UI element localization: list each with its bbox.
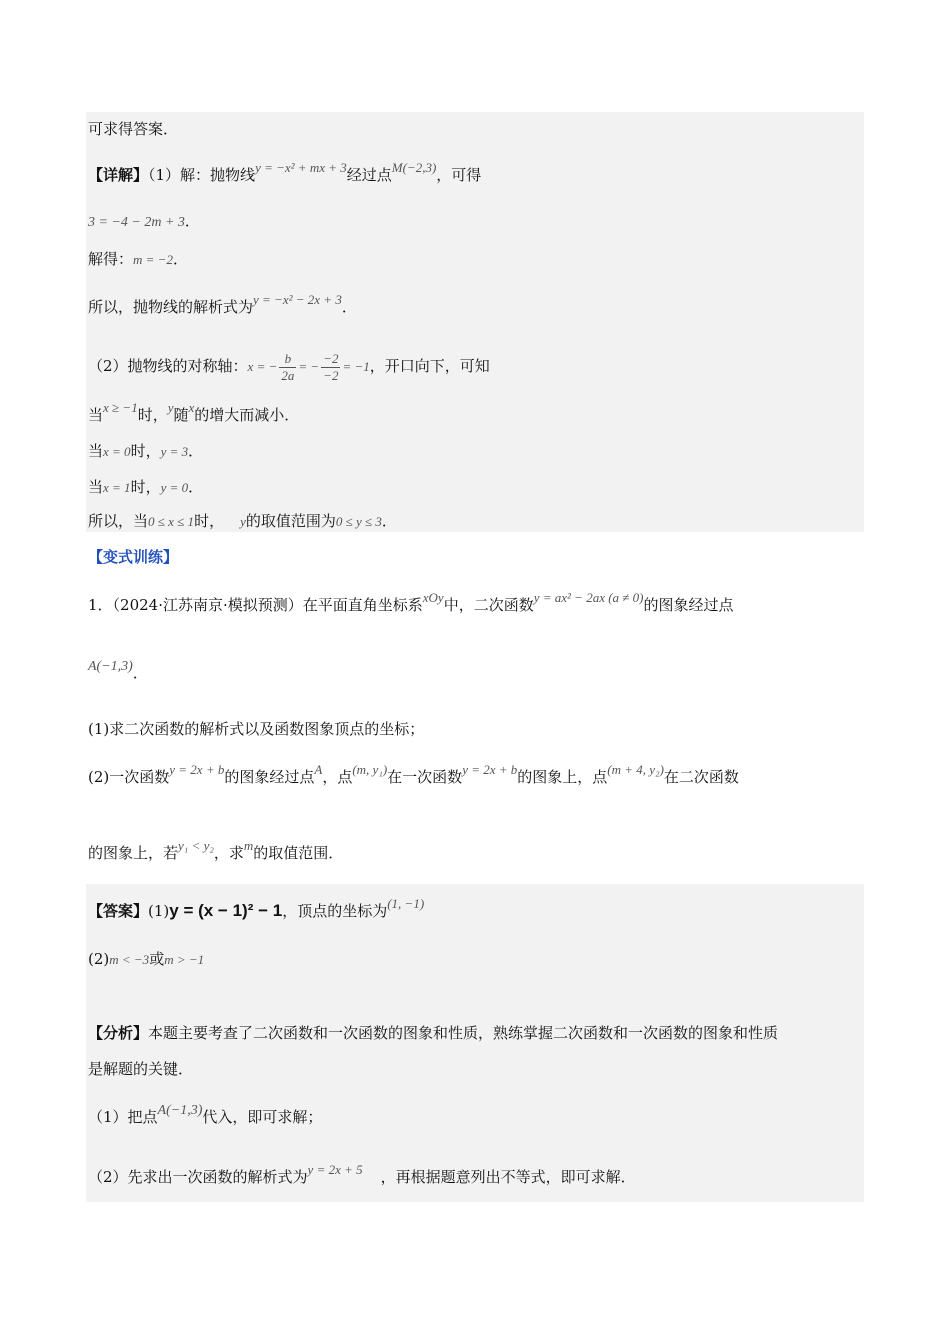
answer-line-2: (2)m < −3或m > −1 — [88, 950, 205, 968]
solution-line-5: （2）抛物线的对称轴：x = − $\frac{b}{2a}$ = − $\frac{-2}{-2}$ = −1，开口向下，可知 — [88, 350, 490, 383]
analysis-tag: 【分析】 — [88, 1024, 149, 1042]
parabola-equation: y = −x² + mx + 3 — [255, 160, 347, 175]
answer-vertex: (1, −1) — [387, 896, 425, 911]
quadratic-function: y = ax² − 2ax (a ≠ 0) — [533, 590, 644, 605]
section-title: 【变式训练】 — [88, 548, 179, 566]
analysis-step-2: （2）先求出一次函数的解析式为y = 2x + 5 ，再根据题意列出不等式，即可求解． — [88, 1162, 636, 1186]
answer-line-1: 【答案】(1)y = (x − 1)² − 1，顶点的坐标为(1, −1) — [88, 896, 425, 920]
point-a: A(−1,3) — [88, 659, 133, 674]
analysis-line-1: 【分析】本题主要考查了二次函数和一次函数的图象和性质，熟练掌握二次函数和一次函数的图象和性质 — [88, 1024, 779, 1042]
solution-line-2: 3 = −4 − 2m + 3． — [88, 212, 200, 230]
detail-tag: 【详解】 — [88, 166, 149, 184]
solution-line-7: 当x = 0时，y = 3． — [88, 442, 204, 460]
analysis-line-2: 是解题的关键． — [88, 1060, 194, 1078]
question-1: (1)求二次函数的解析式以及函数图象顶点的坐标； — [88, 720, 425, 738]
fraction-b-over-2a: $\frac{b}{2a}$ — [281, 350, 295, 383]
answer-tag: 【答案】 — [88, 902, 149, 920]
solution-line-9: 所以，当0 ≤ x ≤ 1时， y的取值范围为0 ≤ y ≤ 3． — [88, 512, 397, 530]
answer-parabola: y = (x − 1)² − 1 — [169, 901, 283, 920]
fraction-neg2-over-neg2: $\frac{-2}{-2}$ — [323, 350, 339, 383]
problem-line-1: 1．（2024·江苏南京·模拟预测）在平面直角坐标系xOy中，二次函数y = ax² − 2ax (a ≠ 0)的图象经过点 — [88, 590, 734, 614]
point-m: M(−2,3) — [391, 160, 437, 175]
question-2-line-2: 的图象上，若y₁ < y₂，求m的取值范围． — [88, 838, 344, 862]
solution-intro: 可求得答案． — [88, 120, 179, 138]
solution-line-6: 当x ≥ −1时，y随x的增大而减小． — [88, 400, 300, 424]
solution-line-3: 解得：m = −2． — [88, 250, 188, 268]
analysis-step-1: （1）把点A(−1,3)代入，即可求解； — [88, 1103, 323, 1126]
solution-line-8: 当x = 1时，y = 0． — [88, 478, 204, 496]
problem-line-2: A(−1,3)． — [88, 659, 148, 682]
question-2-line-1: (2)一次函数y = 2x + b的图象经过点A，点(m, y₁)在一次函数y = 2x + b的图象上，点(m + 4, y₂)在二次函数 — [88, 762, 739, 786]
solution-line-4: 所以，抛物线的解析式为y = −x² − 2x + 3． — [88, 292, 357, 316]
solution-line-1: 【详解】（1）解：抛物线y = −x² + mx + 3经过点M(−2,3)，可得 — [88, 160, 482, 184]
